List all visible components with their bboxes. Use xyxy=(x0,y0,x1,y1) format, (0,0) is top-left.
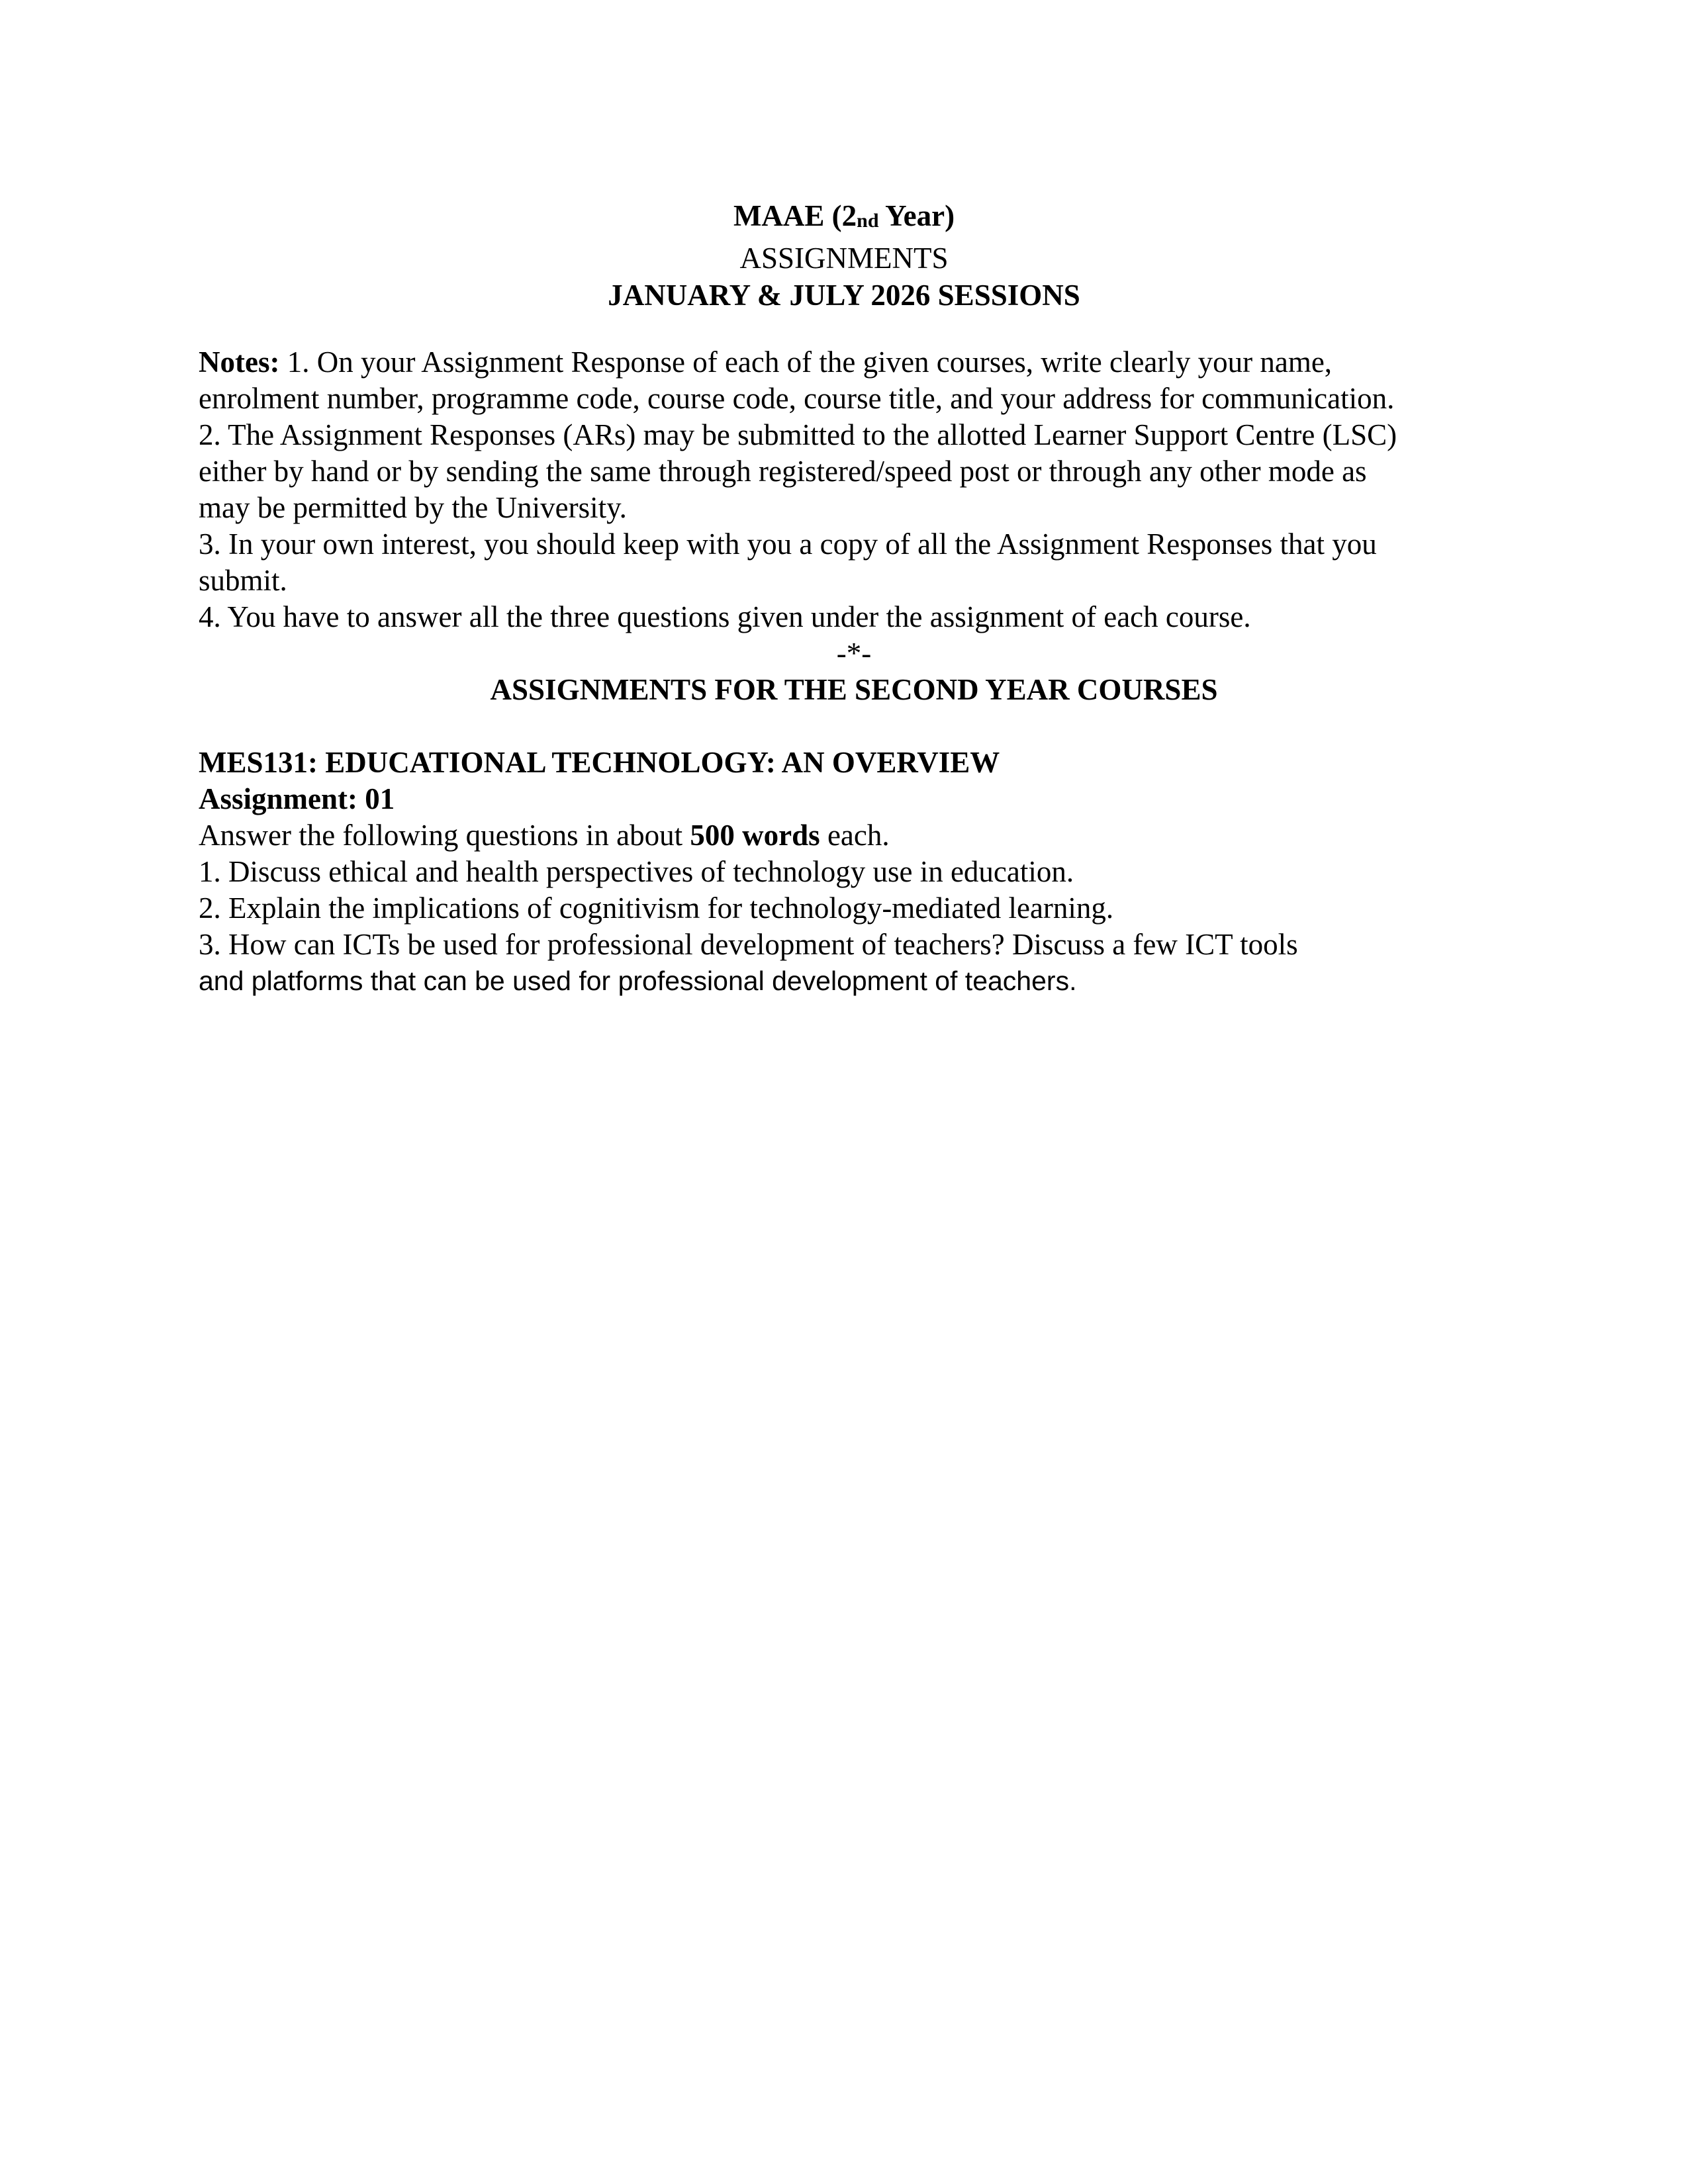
note-2-line-3: may be permitted by the University. xyxy=(199,491,627,524)
note-4: 4. You have to answer all the three questions given under the assignment of each course. xyxy=(199,600,1251,633)
question-1: 1. Discuss ethical and health perspectives of technology use in education. xyxy=(199,855,1074,888)
assignment-label: Assignment: 01 xyxy=(199,782,395,815)
instruction-prefix: Answer the following questions in about xyxy=(199,819,690,852)
note-1-line-1 xyxy=(199,344,1509,381)
question-2: 2. Explain the implications of cognitivism for technology-mediated learning. xyxy=(199,891,1114,925)
question-3-line-2: and platforms that can be used for professional development of teachers. xyxy=(199,966,1077,996)
separator: -*- xyxy=(836,637,872,670)
document-header xyxy=(0,197,1688,314)
assignments-heading: ASSIGNMENTS xyxy=(739,242,949,275)
note-1-line-2: enrolment number, programme code, course code, course title, and your address for communication. xyxy=(199,382,1395,415)
program-title xyxy=(0,197,1688,240)
note-2-line-2: either by hand or by sending the same through registered/speed post or through any other mode as xyxy=(199,455,1367,488)
instruction-suffix: each. xyxy=(820,819,890,852)
question-3-line-1: 3. How can ICTs be used for professional development of teachers? Discuss a few ICT tools xyxy=(199,928,1298,961)
program-suffix: Year) xyxy=(878,199,955,232)
note-3-line-2: submit. xyxy=(199,564,287,597)
session-heading: JANUARY & JULY 2026 SESSIONS xyxy=(608,279,1080,312)
notes-label: Notes: xyxy=(199,345,280,379)
program-prefix: MAAE (2 xyxy=(733,199,857,232)
course-title: MES131: EDUCATIONAL TECHNOLOGY: AN OVERVIEW xyxy=(199,746,1000,779)
section-title: ASSIGNMENTS FOR THE SECOND YEAR COURSES xyxy=(490,673,1218,706)
note-1-text: 1. On your Assignment Response of each of the given courses, write clearly your name, xyxy=(279,345,1333,379)
word-limit: 500 words xyxy=(690,819,820,852)
note-3-line-1: 3. In your own interest, you should keep with you a copy of all the Assignment Responses that you xyxy=(199,527,1377,561)
document-body xyxy=(199,344,1509,999)
instruction xyxy=(199,817,1509,854)
blank-line xyxy=(199,708,1509,745)
note-2-line-1: 2. The Assignment Responses (ARs) may be submitted to the allotted Learner Support Centre (LSC) xyxy=(199,418,1397,451)
program-ordinal: nd xyxy=(857,210,879,232)
